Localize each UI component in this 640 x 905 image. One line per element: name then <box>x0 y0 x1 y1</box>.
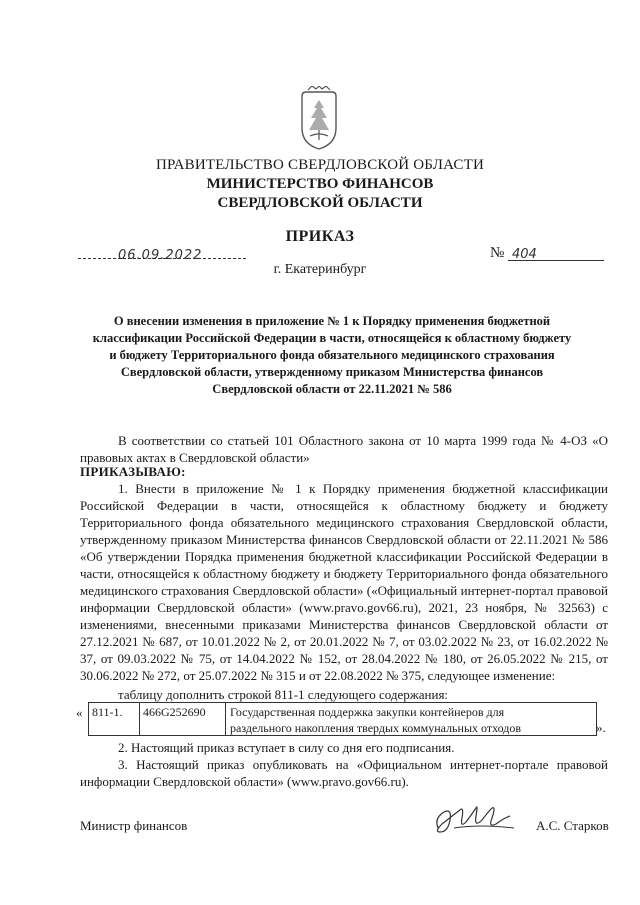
order-subject: О внесении изменения в приложение № 1 к Порядку применения бюджетной классификации Российской Федерации в части, относящейся к областному бюджету и бюджету Территориального фонда обязательного медицинского страхования Свердловской области, утвержденному приказом Министерства финансов Свердловской области от 22.11.2021 № 586 <box>92 314 572 396</box>
ministry-name: МИНИСТЕРСТВО ФИНАНСОВ <box>206 176 434 192</box>
item-1: 1. Внести в приложение № 1 к Порядку применения бюджетной классификации Российской Федерации в части, относящейся к областному бюджету и бюджету Территориального фонда обязательного медицинского страхования Свердловской области, утвержденному приказом Министерства финансов Свердловской области от 22.11.2021 № 586 «Об утверждении Порядка применения бюджетной классификации Российской Федерации в части, относящейся к областному бюджету и бюджету Территориального фонда обязательного медицинского страхования Свердловской области» («Официальный интернет-портал правовой информации Свердловской области» (www.pravo.gov66.ru), 2021, 23 ноября, № 32563) с изменениями, внесенными приказами Министерства финансов Свердловской области от 27.12.2021 № 687, от 10.01.2022 № 2, от 20.01.2022 № 7, от 03.02.2022 № 23, от 16.02.2022 № 37, от 09.03.2022 № 75, от 14.04.2022 № 152, от 28.04.2022 № 180, от 26.05.2022 № 215, от 30.06.2022 № 272, от 25.07.2022 № 315 и от 22.08.2022 № 375, следующее изменение: <box>80 481 608 683</box>
order-word: ПРИКАЗЫВАЮ: <box>80 464 186 479</box>
government-name: ПРАВИТЕЛЬСТВО СВЕРДЛОВСКОЙ ОБЛАСТИ <box>155 157 485 173</box>
table-cell-name <box>225 702 597 736</box>
item-2: 2. Настоящий приказ вступает в силу со дня его подписания. <box>118 740 455 755</box>
region-name: СВЕРДЛОВСКОЙ ОБЛАСТИ <box>217 195 423 211</box>
city: г. Екатеринбург <box>273 262 367 277</box>
table-cell-name-line-2: раздельного накопления твердых коммунальных отходов <box>230 721 522 735</box>
table-cell-code: 811-1. <box>88 702 140 736</box>
signatory-name: А.С. Старков <box>536 818 609 833</box>
table-quote-close: ». <box>596 720 606 735</box>
preamble: В соответствии со статьей 101 Областного закона от 10 марта 1999 года № 4-ОЗ «О правовых актах в Свердловской области» <box>80 433 608 465</box>
table-quote-open: « <box>76 705 83 720</box>
table-cell-kbk: 466G252690 <box>139 702 226 736</box>
table-cell-name-line-1: Государственная поддержка закупки контейнеров для <box>230 705 505 719</box>
order-number-label: № <box>490 245 505 261</box>
order-title: ПРИКАЗ <box>285 228 355 245</box>
item-3: 3. Настоящий приказ опубликовать на «Официальном интернет-портале правовой информации Свердловской области» (www.pravo.gov66.ru). <box>80 757 608 789</box>
coat-of-arms-emblem <box>296 86 342 152</box>
handwritten-signature <box>430 798 522 842</box>
signatory-position: Министр финансов <box>80 818 188 833</box>
order-date: 06.09.2022 <box>118 248 203 263</box>
order-number: 404 <box>512 247 537 262</box>
table-intro: таблицу дополнить строкой 811-1 следующего содержания: <box>118 687 449 702</box>
